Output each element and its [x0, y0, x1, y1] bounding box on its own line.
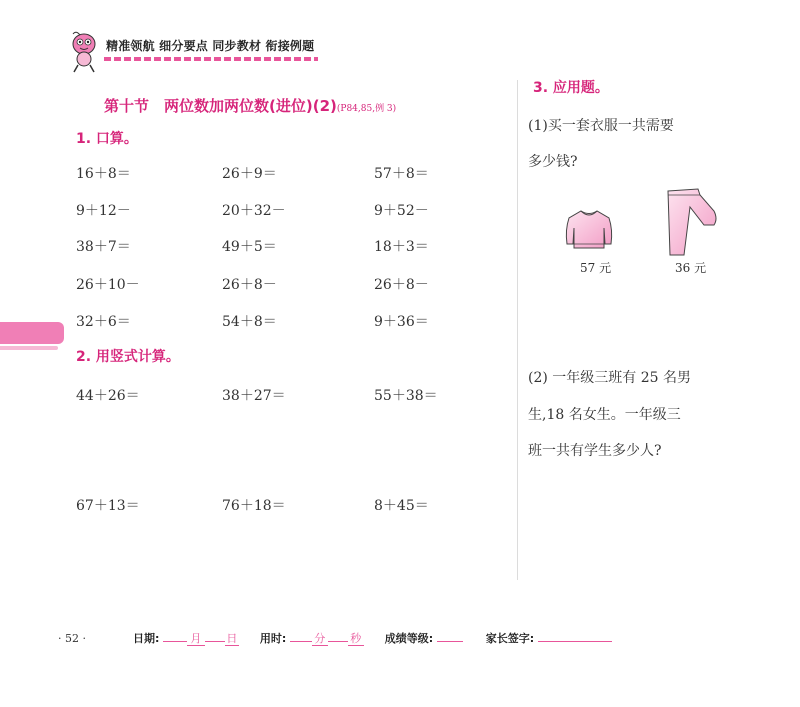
- section-title-ref: (P84,85,例 3): [336, 104, 397, 114]
- pants-icon: [664, 185, 720, 257]
- problem-1-1-2: 26＋9＝: [222, 166, 277, 182]
- question2-line2: 生,18 名女生。一年级三: [528, 407, 681, 423]
- problem-1-4-3: 26＋8－: [374, 277, 429, 293]
- side-tab-shadow: [0, 346, 58, 350]
- month-unit: 月: [187, 633, 205, 646]
- sweater-icon: [563, 208, 615, 254]
- header-slogan: 精准领航 细分要点 同步教材 衔接例题: [106, 39, 315, 53]
- problem-1-5-1: 32＋6＝: [76, 314, 131, 330]
- minutes-unit: 分: [312, 633, 328, 646]
- header-divider: [104, 57, 318, 61]
- seconds-unit: 秒: [348, 633, 364, 646]
- problem-1-4-2: 26＋8－: [222, 277, 277, 293]
- question2-line3: 班一共有学生多少人?: [528, 443, 662, 459]
- date-label: 日期:: [132, 632, 160, 645]
- time-label: 用时:: [259, 632, 287, 645]
- question1-line1: (1)买一套衣服一共需要: [528, 118, 674, 134]
- problem-2-2-1: 67＋13＝: [76, 498, 140, 514]
- footer: [58, 630, 612, 646]
- mascot-icon: [66, 30, 102, 74]
- problem-2-2-3: 8＋45＝: [374, 498, 429, 514]
- pants-price: 36 元: [675, 261, 707, 275]
- question2-line1: (2) 一年级三班有 25 名男: [528, 370, 691, 386]
- section-title: [104, 95, 396, 116]
- problem-1-3-2: 49＋5＝: [222, 239, 277, 255]
- problem-1-3-3: 18＋3＝: [374, 239, 429, 255]
- sign-label: 家长签字:: [485, 632, 535, 645]
- section2-heading: 2. 用竖式计算。: [76, 349, 180, 365]
- grade-field[interactable]: [437, 641, 463, 642]
- page-number: · 52 ·: [58, 632, 86, 645]
- problem-1-1-1: 16＋8＝: [76, 166, 131, 182]
- question1-line2: 多少钱?: [528, 154, 578, 170]
- problem-2-2-2: 76＋18＝: [222, 498, 286, 514]
- month-field[interactable]: [163, 641, 187, 642]
- problem-1-3-1: 38＋7＝: [76, 239, 131, 255]
- problem-2-1-1: 44＋26＝: [76, 388, 140, 404]
- seconds-field[interactable]: [328, 641, 348, 642]
- problem-1-2-3: 9＋52－: [374, 203, 429, 219]
- problem-1-2-1: 9＋12－: [76, 203, 131, 219]
- problem-2-1-2: 38＋27＝: [222, 388, 286, 404]
- problem-1-5-2: 54＋8＝: [222, 314, 277, 330]
- section3-heading: 3. 应用题。: [533, 80, 609, 96]
- sweater-price: 57 元: [580, 261, 612, 275]
- problem-1-2-2: 20＋32－: [222, 203, 286, 219]
- side-tab: [0, 322, 64, 344]
- column-divider: [517, 80, 518, 580]
- problem-1-4-1: 26＋10－: [76, 277, 140, 293]
- minutes-field[interactable]: [290, 641, 312, 642]
- problem-2-1-3: 55＋38＝: [374, 388, 438, 404]
- problem-1-5-3: 9＋36＝: [374, 314, 429, 330]
- day-field[interactable]: [205, 641, 225, 642]
- section-title-main: 第十节 两位数加两位数(进位)(2): [104, 97, 337, 115]
- problem-1-1-3: 57＋8＝: [374, 166, 429, 182]
- section1-heading: 1. 口算。: [76, 131, 138, 147]
- day-unit: 日: [226, 632, 238, 645]
- grade-label: 成绩等级:: [384, 632, 434, 645]
- sign-field[interactable]: [538, 641, 612, 642]
